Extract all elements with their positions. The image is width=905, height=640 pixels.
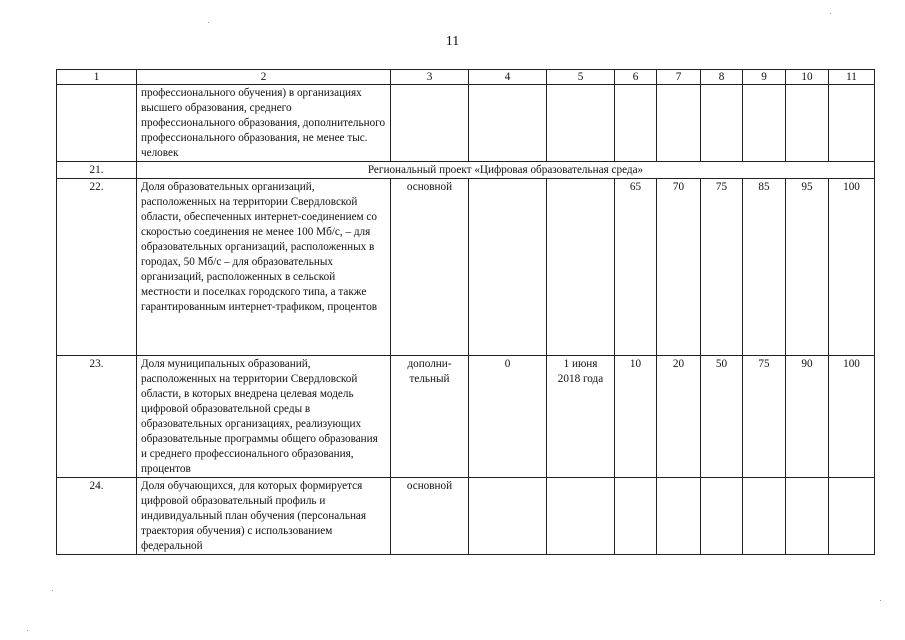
column-header: 8 (701, 70, 743, 85)
value-cell (657, 85, 701, 162)
value-cell (829, 85, 875, 162)
value-cell (786, 85, 829, 162)
scan-speck (27, 630, 28, 631)
indicator-description: Доля образовательных организаций, расположенных на территории Свердловской области, обеспеченных интернет-соединением со скоростью соединения не менее 100 Мб/с, – для образовательных организаций, расположенных в городах, 50 Мб/с – для образовательных организаций, расположенных в сельской местности и поселках городского типа, а также гарантированным интернет-трафиком, процентов (137, 179, 391, 356)
indicator-type: дополни-тельный (391, 356, 469, 478)
column-header: 9 (743, 70, 786, 85)
value-cell (657, 478, 701, 555)
base-date (547, 85, 615, 162)
indicator-type (391, 85, 469, 162)
indicator-description: профессионального обучения) в организациях высшего образования, среднего профессионального образования, дополнительного профессионального образования, не менее тыс. человек (137, 85, 391, 162)
scan-speck (830, 13, 831, 14)
value-cell: 75 (701, 179, 743, 356)
indicator-description: Доля муниципальных образований, расположенных на территории Свердловской области, в которых внедрена целевая модель цифровой образовательной среды в образовательных организациях, реализующих образовательные программы общего образования и среднего профессионального образования, процентов (137, 356, 391, 478)
table-row (57, 179, 875, 356)
column-header: 10 (786, 70, 829, 85)
indicator-type: основной (391, 478, 469, 555)
indicators-table (56, 69, 875, 555)
value-cell (615, 85, 657, 162)
column-header: 5 (547, 70, 615, 85)
value-cell: 85 (743, 179, 786, 356)
column-header: 11 (829, 70, 875, 85)
value-cell (701, 85, 743, 162)
value-cell: 75 (743, 356, 786, 478)
value-cell: 100 (829, 356, 875, 478)
base-date (547, 179, 615, 356)
value-cell: 10 (615, 356, 657, 478)
scan-speck (208, 22, 209, 23)
scan-speck (52, 590, 53, 591)
value-cell (615, 478, 657, 555)
value-cell: 70 (657, 179, 701, 356)
project-row (57, 162, 875, 179)
column-header: 7 (657, 70, 701, 85)
table-row (57, 85, 875, 162)
column-header: 1 (57, 70, 137, 85)
value-cell: 100 (829, 179, 875, 356)
base-date (547, 478, 615, 555)
page-number: 11 (445, 34, 460, 49)
value-cell (786, 478, 829, 555)
value-cell (701, 478, 743, 555)
base-value (469, 179, 547, 356)
scan-speck (880, 600, 881, 601)
table-row (57, 356, 875, 478)
value-cell: 50 (701, 356, 743, 478)
indicator-type: основной (391, 179, 469, 356)
column-header: 4 (469, 70, 547, 85)
base-value: 0 (469, 356, 547, 478)
base-value (469, 85, 547, 162)
row-number (57, 85, 137, 162)
base-value (469, 478, 547, 555)
table-row (57, 478, 875, 555)
value-cell: 90 (786, 356, 829, 478)
row-number: 23. (57, 356, 137, 478)
value-cell: 20 (657, 356, 701, 478)
row-number: 24. (57, 478, 137, 555)
base-date: 1 июня 2018 года (547, 356, 615, 478)
column-header: 3 (391, 70, 469, 85)
row-number: 22. (57, 179, 137, 356)
value-cell: 95 (786, 179, 829, 356)
value-cell (829, 478, 875, 555)
column-header: 2 (137, 70, 391, 85)
value-cell: 65 (615, 179, 657, 356)
project-title: Региональный проект «Цифровая образовательная среда» (137, 162, 875, 179)
value-cell (743, 478, 786, 555)
indicator-description: Доля обучающихся, для которых формируется цифровой образовательный профиль и индивидуальный план обучения (персональная траектория обучения) с использованием федеральной (137, 478, 391, 555)
row-number: 21. (57, 162, 137, 179)
column-number-row (57, 70, 875, 85)
column-header: 6 (615, 70, 657, 85)
value-cell (743, 85, 786, 162)
